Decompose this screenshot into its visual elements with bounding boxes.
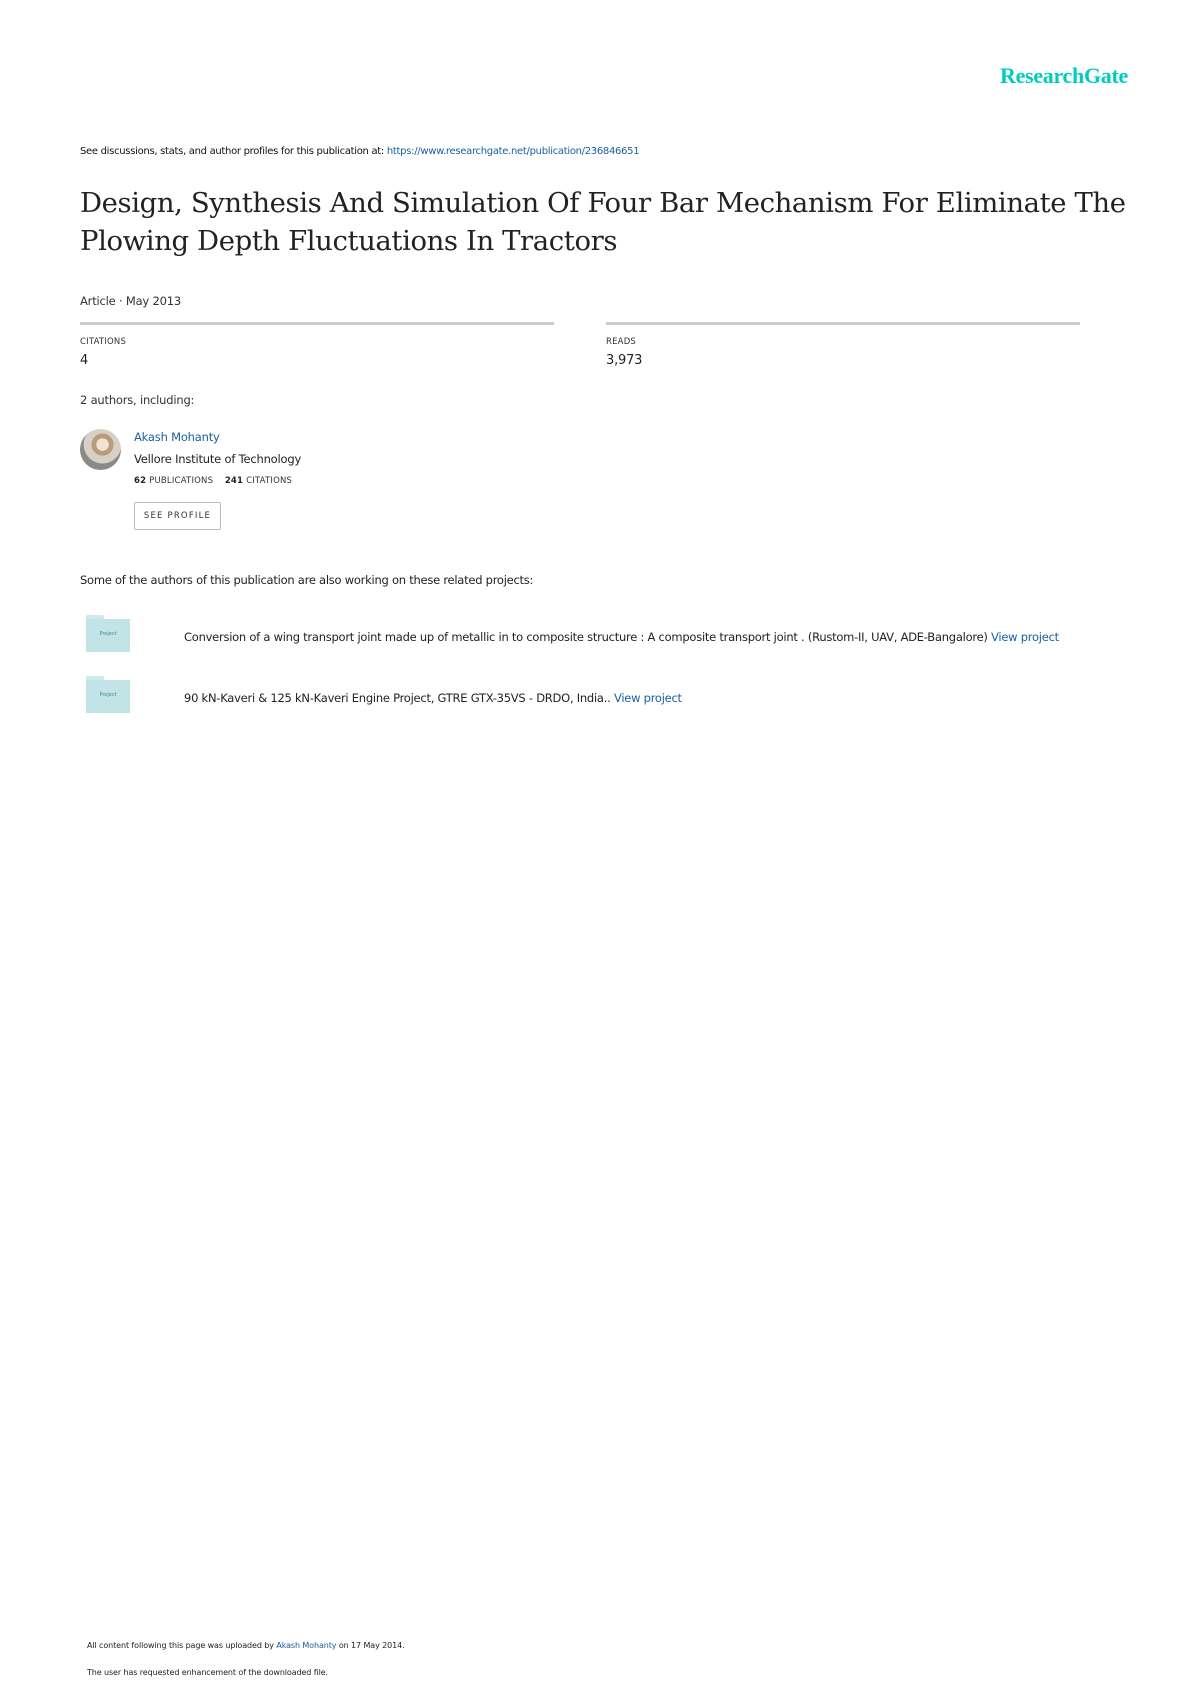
author-stats xyxy=(134,476,292,486)
related-project-item xyxy=(184,691,682,705)
related-project-item xyxy=(184,630,1059,644)
see-profile-button[interactable]: SEE PROFILE xyxy=(134,502,221,530)
upload-suffix: on 17 May 2014. xyxy=(338,1641,405,1650)
reads-label: READS xyxy=(606,337,637,347)
project-folder-icon xyxy=(86,676,130,713)
publication-meta: Article · May 2013 xyxy=(80,294,181,308)
reads-count: 3,973 xyxy=(606,353,643,368)
publication-link[interactable]: https://www.researchgate.net/publication/236846651 xyxy=(386,146,640,157)
discussion-line xyxy=(80,146,639,157)
author-citations-label: CITATIONS xyxy=(246,476,293,486)
publication-title: Design, Synthesis And Simulation Of Four Bar Mechanism For Eliminate The Plowing Depth Fluctuations In Tractors xyxy=(80,187,1126,257)
upload-prefix: All content following this page was uploaded by xyxy=(87,1641,274,1650)
view-project-link[interactable]: View project xyxy=(991,630,1059,644)
uploader-link[interactable]: Akash Mohanty xyxy=(276,1641,337,1650)
citations-count: 4 xyxy=(80,353,89,368)
author-citations-count: 241 xyxy=(224,476,244,486)
citations-divider xyxy=(80,322,554,325)
project-folder-icon xyxy=(86,615,130,652)
related-projects-heading: Some of the authors of this publication are also working on these related projects: xyxy=(80,573,534,587)
discussion-prefix: See discussions, stats, and author profiles for this publication at: xyxy=(80,146,384,157)
folder-label: Project xyxy=(99,692,117,698)
author-avatar[interactable] xyxy=(80,429,121,470)
view-project-link[interactable]: View project xyxy=(613,691,682,705)
author-name-link[interactable]: Akash Mohanty xyxy=(134,430,220,444)
author-publications-count: 62 xyxy=(134,476,147,486)
author-institution: Vellore Institute of Technology xyxy=(134,452,302,466)
project-description: Conversion of a wing transport joint made up of metallic in to composite structure : A composite transport joint . (Rustom-II, UAV, ADE-Bangalore) xyxy=(184,630,988,644)
project-description: 90 kN-Kaveri & 125 kN-Kaveri Engine Project, GTRE GTX-35VS - DRDO, India.. xyxy=(184,691,611,705)
citations-label: CITATIONS xyxy=(80,337,127,347)
enhancement-note: The user has requested enhancement of the downloaded file. xyxy=(87,1668,328,1677)
author-publications-label: PUBLICATIONS xyxy=(149,476,214,486)
reads-divider xyxy=(606,322,1080,325)
folder-label: Project xyxy=(99,631,117,637)
upload-note xyxy=(87,1641,405,1650)
researchgate-logo[interactable]: ResearchGate xyxy=(1000,63,1128,88)
authors-heading: 2 authors, including: xyxy=(80,393,195,407)
